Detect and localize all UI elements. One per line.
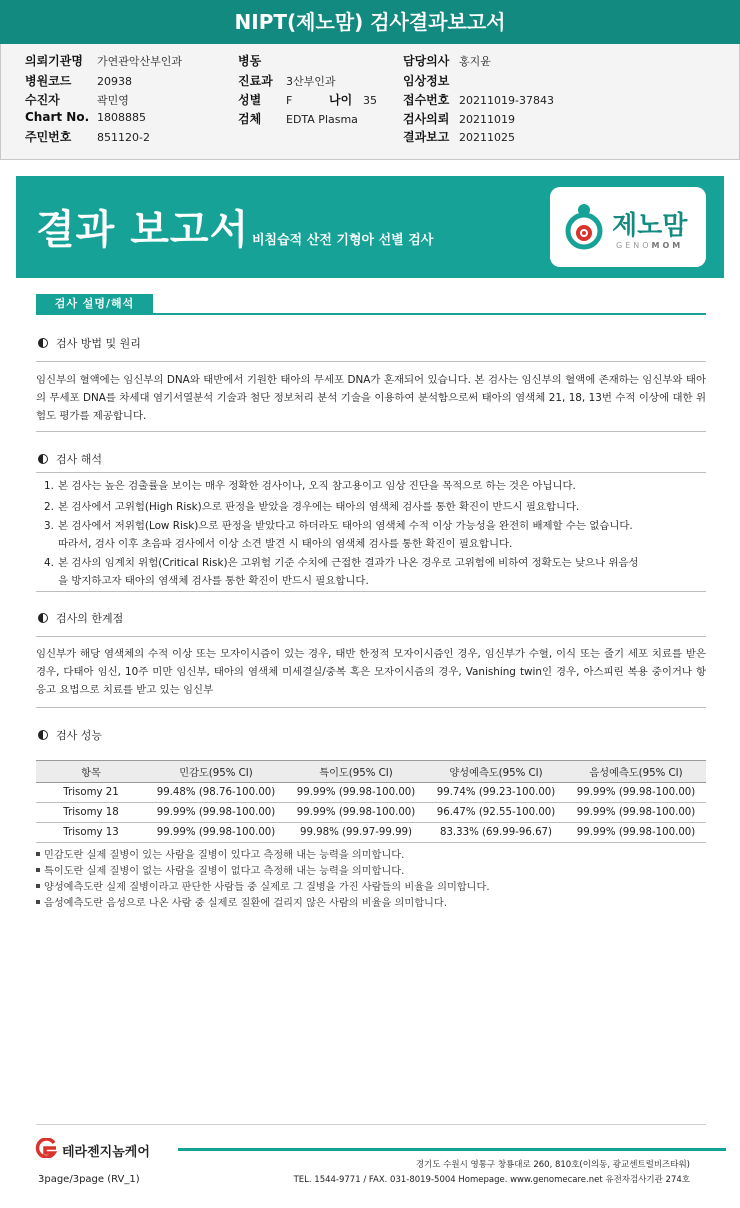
note-text: 양성예측도란 실제 질병이라고 판단한 사람들 중 실제로 그 질병을 가진 사람들의 비율을 의미합니다. xyxy=(44,882,490,893)
hospital-code-label: 병원코드 xyxy=(25,74,72,88)
method-text: 임신부의 혈액에는 임신부의 DNA와 태반에서 기원한 태아의 무세포 DNA가 혼재되어 있습니다. 본 검사는 임신부의 혈액에 존재하는 임신부와 태아의 무세포 DNA를 차세대 염기서열분석 기술과 첨단 정보처리 분석 기술을 이용하여 분석함으로써 태아의 염색체 21, 18, 13번 수적 이상에 대한 위험도 평가를 제공합니다. xyxy=(36,374,706,422)
interpretation-item-3 xyxy=(44,517,704,553)
hero-subtitle: 비침습적 산전 기형아 선별 검사 xyxy=(252,233,434,248)
receipt-no-field xyxy=(403,91,554,108)
item-number: 2. xyxy=(44,501,54,513)
limitations-heading xyxy=(38,610,123,626)
patient-field xyxy=(25,91,129,108)
doctor-value: 홍지윤 xyxy=(459,55,491,68)
age-value: 35 xyxy=(363,94,377,107)
interpretation-item-1 xyxy=(44,477,704,495)
page-number: 3page/3page (RV_1) xyxy=(38,1174,140,1185)
note-text: 음성예측도란 음성으로 나온 사람 중 실제로 질환에 걸리지 않은 사람의 비율을 의미합니다. xyxy=(44,898,447,909)
table-header-row xyxy=(36,761,706,783)
institution-field xyxy=(25,52,182,69)
table-row xyxy=(36,823,706,843)
item-number: 4. xyxy=(44,557,54,569)
method-heading xyxy=(38,335,141,351)
note-sensitivity xyxy=(36,846,404,861)
note-text: 특이도란 실제 질병이 없는 사람을 질병이 없다고 측정해 내는 능력을 의미합니다. xyxy=(44,866,405,877)
resident-no-label: 주민번호 xyxy=(25,130,72,144)
square-bullet-icon xyxy=(36,884,40,888)
square-bullet-icon xyxy=(36,852,40,856)
performance-table xyxy=(36,760,706,843)
item-text: 본 검사에서 저위험(Low Risk)으로 판정을 받았다고 하더라도 태아의 염색체 수적 이상 가능성을 완전히 배제할 수는 없습니다. xyxy=(58,520,633,532)
section-tab: 검사 설명/해석 xyxy=(36,294,153,314)
ward-field xyxy=(238,52,286,69)
cell: 99.99% (99.98-100.00) xyxy=(566,823,706,843)
performance-heading-text: 검사 성능 xyxy=(56,729,103,742)
cell: 99.48% (98.76-100.00) xyxy=(146,783,286,803)
receipt-no-value: 20211019-37843 xyxy=(459,94,554,107)
clinical-info-field xyxy=(403,72,459,89)
resident-no-value: 851120-2 xyxy=(97,131,150,144)
institution-label: 의뢰기관명 xyxy=(25,54,83,68)
interpretation-item-2 xyxy=(44,498,704,516)
clinical-info-label: 임상정보 xyxy=(403,74,450,88)
section-underline xyxy=(36,313,706,315)
table-row xyxy=(36,803,706,823)
department-value: 3산부인과 xyxy=(286,75,336,88)
footer-divider xyxy=(36,1124,706,1125)
method-rule-bottom xyxy=(36,431,706,432)
table-row xyxy=(36,783,706,803)
receipt-no-label: 접수번호 xyxy=(403,93,450,107)
interpretation-heading xyxy=(38,451,102,467)
item-text: 본 검사는 높은 검출률을 보이는 매우 정확한 검사이나, 오직 참고용이고 임상 진단을 목적으로 하는 것은 아닙니다. xyxy=(58,480,576,492)
genomom-logo xyxy=(550,187,706,267)
cell: 99.99% (99.98-100.00) xyxy=(566,803,706,823)
half-circle-icon xyxy=(38,613,48,623)
method-rule-top xyxy=(36,361,706,362)
cell: 83.33% (69.99-96.67) xyxy=(426,823,566,843)
chart-no-value: 1808885 xyxy=(97,111,146,124)
patient-label: 수진자 xyxy=(25,93,60,107)
note-npv xyxy=(36,894,447,909)
item-text-cont: 을 방지하고자 태아의 염색체 검사를 통한 확진이 반드시 필요합니다. xyxy=(58,575,369,587)
company-address: 경기도 수원시 영통구 창룡대로 260, 810호(이의동, 광교센트럴비즈타워) xyxy=(415,1160,690,1170)
limitations-rule-bottom xyxy=(36,707,706,708)
age-field xyxy=(329,91,377,108)
footer-accent-line xyxy=(178,1148,726,1151)
interpretation-heading-text: 검사 해석 xyxy=(56,453,103,466)
logo-subtext xyxy=(616,241,683,250)
performance-heading xyxy=(38,727,102,743)
interpretation-item-4 xyxy=(44,554,704,590)
note-ppv xyxy=(36,878,490,893)
interpretation-rule-bottom xyxy=(36,591,706,592)
cell: Trisomy 21 xyxy=(36,783,146,803)
institution-value: 가연관악산부인과 xyxy=(97,55,183,68)
sex-value: F xyxy=(286,94,293,107)
limitations-heading-text: 검사의 한계점 xyxy=(56,612,124,625)
half-circle-icon xyxy=(38,730,48,740)
report-date-field xyxy=(403,128,515,145)
half-circle-icon xyxy=(38,454,48,464)
chart-no-label: Chart No. xyxy=(25,110,90,124)
company-name: 테라젠지놈케어 xyxy=(62,1145,150,1160)
col-item: 항목 xyxy=(36,761,146,783)
note-specificity xyxy=(36,862,404,877)
hospital-code-value: 20938 xyxy=(97,75,132,88)
hero-title: 결과 보고서 xyxy=(36,207,250,253)
method-heading-text: 검사 방법 및 원리 xyxy=(56,337,141,350)
square-bullet-icon xyxy=(36,900,40,904)
item-text-cont: 따라서, 검사 이후 초음파 검사에서 이상 소견 발견 시 태아의 염색체 검사를 통한 확진이 필요합니다. xyxy=(58,538,513,550)
terragen-logo-icon xyxy=(32,1138,58,1158)
item-text: 본 검사의 임계치 위험(Critical Risk)은 고위험 기준 수치에 근접한 결과가 나온 경우로 고위험에 비하여 정확도는 낮으나 위음성 xyxy=(58,557,639,569)
square-bullet-icon xyxy=(36,868,40,872)
col-ppv: 양성예측도(95% CI) xyxy=(426,761,566,783)
report-title-bar xyxy=(0,0,740,44)
doctor-label: 담당의사 xyxy=(403,54,450,68)
cell: 99.98% (99.97-99.99) xyxy=(286,823,426,843)
note-text: 민감도란 실제 질병이 있는 사람을 질병이 있다고 측정해 내는 능력을 의미합니다. xyxy=(44,850,405,861)
department-field xyxy=(238,72,336,89)
item-number: 3. xyxy=(44,520,54,532)
report-date-value: 20211025 xyxy=(459,131,515,144)
col-specificity: 특이도(95% CI) xyxy=(286,761,426,783)
cell: 99.99% (99.98-100.00) xyxy=(286,803,426,823)
hero-banner xyxy=(16,176,724,278)
cell: 96.47% (92.55-100.00) xyxy=(426,803,566,823)
logo-text: 제노맘 xyxy=(612,211,688,241)
cell: 99.99% (99.98-100.00) xyxy=(146,823,286,843)
request-date-label: 검사의뢰 xyxy=(403,112,450,126)
doctor-field xyxy=(403,52,491,69)
department-label: 진료과 xyxy=(238,74,273,88)
patient-value: 곽민영 xyxy=(97,94,129,107)
cell: 99.74% (99.23-100.00) xyxy=(426,783,566,803)
sex-field xyxy=(238,91,292,108)
age-label: 나이 xyxy=(329,93,353,107)
half-circle-icon xyxy=(38,338,48,348)
cell: 99.99% (99.98-100.00) xyxy=(566,783,706,803)
col-sensitivity: 민감도(95% CI) xyxy=(146,761,286,783)
interpretation-rule-top xyxy=(36,472,706,473)
ward-label: 병동 xyxy=(238,54,262,68)
sex-label: 성별 xyxy=(238,93,262,107)
chart-no-field xyxy=(25,110,146,124)
specimen-field xyxy=(238,110,358,127)
logo-sub-a: GENO xyxy=(616,241,652,250)
company-contact: TEL. 1544-9771 / FAX. 031-8019-5004 Homepage. www.genomecare.net 유전자검사기관 274호 xyxy=(293,1175,690,1185)
report-title: NIPT(제노맘) 검사결과보고서 xyxy=(234,10,506,34)
specimen-value: EDTA Plasma xyxy=(286,113,358,126)
logo-sub-b: MOM xyxy=(651,241,684,250)
resident-no-field xyxy=(25,128,150,145)
limitations-text: 임신부가 해당 염색체의 수적 이상 또는 모자이시즘이 있는 경우, 태반 한정적 모자이시즘인 경우, 임신부가 수혈, 이식 또는 줄기 세포 치료를 받은 경우, 다태아 임신, 10주 미만 임신부, 태아의 염색체 미세결실/중복 혹은 모자이시즘의 경우, Vanishing twin인 경우, 아스피린 복용 중이거나 항 응고 요법으로 치료를 받고 있는 임신부 xyxy=(36,648,706,696)
patient-info-box xyxy=(0,44,740,160)
cell: Trisomy 13 xyxy=(36,823,146,843)
hospital-code-field xyxy=(25,72,132,89)
request-date-field xyxy=(403,110,515,127)
cell: Trisomy 18 xyxy=(36,803,146,823)
cell: 99.99% (99.98-100.00) xyxy=(146,803,286,823)
specimen-label: 검체 xyxy=(238,112,262,126)
request-date-value: 20211019 xyxy=(459,113,515,126)
col-npv: 음성예측도(95% CI) xyxy=(566,761,706,783)
cell: 99.99% (99.98-100.00) xyxy=(286,783,426,803)
item-number: 1. xyxy=(44,480,54,492)
report-date-label: 결과보고 xyxy=(403,130,450,144)
limitations-rule-top xyxy=(36,636,706,637)
item-text: 본 검사에서 고위험(High Risk)으로 판정을 받았을 경우에는 태아의 염색체 검사를 통한 확진이 반드시 필요합니다. xyxy=(58,501,580,513)
mother-baby-icon xyxy=(562,201,606,253)
